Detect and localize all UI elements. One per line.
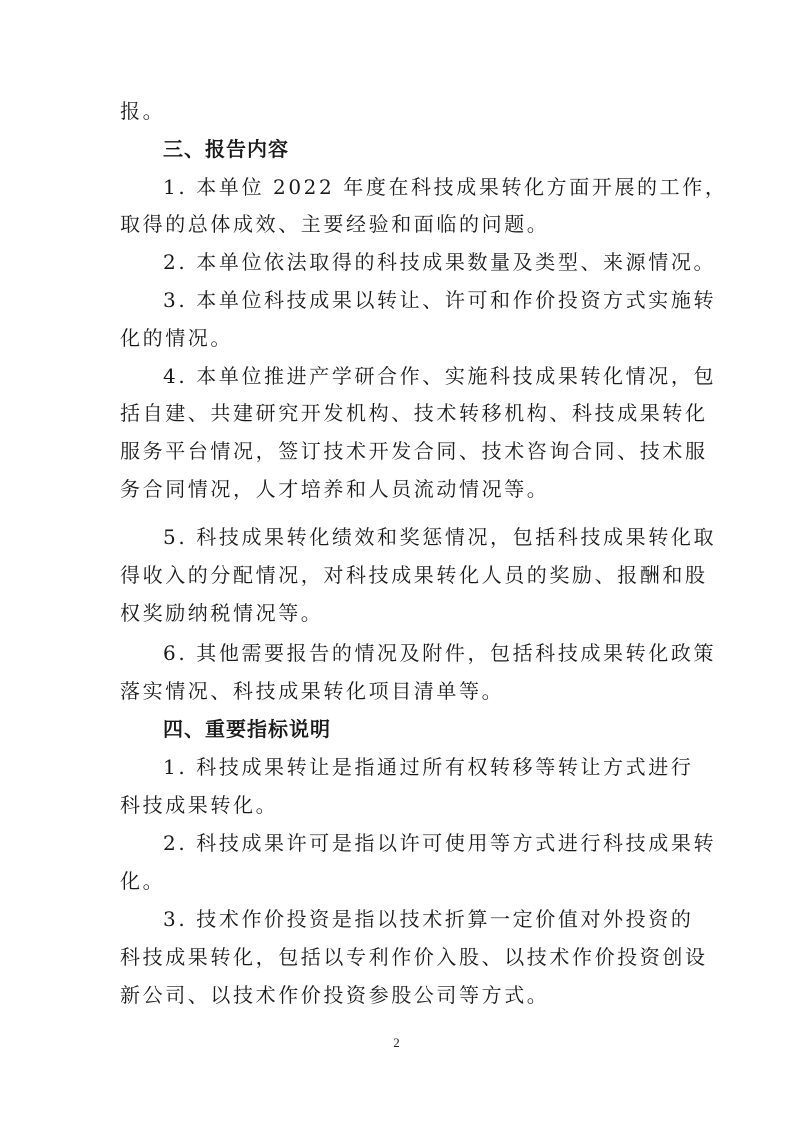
- report-item-6-line-1: 6. 其他需要报告的情况及附件，包括科技成果转化政策: [163, 641, 717, 665]
- report-item-6-line-2: 落实情况、科技成果转化项目清单等。: [120, 679, 505, 703]
- indicator-item-3-line-2: 科技成果转化，包括以专利作价入股、以技术作价投资创设: [120, 945, 708, 969]
- paragraph-continuation: 报。: [120, 99, 166, 123]
- report-item-5-line-1: 5. 科技成果转化绩效和奖惩情况，包括科技成果转化取: [163, 525, 717, 549]
- indicator-item-2-line-1: 2. 科技成果许可是指以许可使用等方式进行科技成果转: [163, 831, 717, 855]
- report-item-1-line-1: 1. 本单位 2022 年度在科技成果转化方面开展的工作，: [163, 175, 728, 199]
- section-heading-key-indicators: 四、重要指标说明: [163, 717, 331, 741]
- report-item-4-line-2: 括自建、共建研究开发机构、技术转移机构、科技成果转化: [120, 401, 708, 425]
- report-item-5-line-3: 权奖励纳税情况等。: [120, 601, 324, 625]
- report-item-5-line-2: 得收入的分配情况，对科技成果转化人员的奖励、报酬和股: [120, 563, 708, 587]
- indicator-item-3-line-3: 新公司、以技术作价投资参股公司等方式。: [120, 983, 550, 1007]
- indicator-item-1-line-2: 科技成果转化。: [120, 793, 279, 817]
- report-item-4-line-4: 务合同情况，人才培养和人员流动情况等。: [120, 477, 550, 501]
- report-item-4-line-3: 服务平台情况，签订技术开发合同、技术咨询合同、技术服: [120, 439, 708, 463]
- report-item-3-line-2: 化的情况。: [120, 326, 233, 350]
- report-item-1-line-2: 取得的总体成效、主要经验和面临的问题。: [120, 212, 550, 236]
- page-number: 2: [393, 1035, 400, 1050]
- report-item-4-line-1: 4. 本单位推进产学研合作、实施科技成果转化情况，包: [163, 364, 717, 388]
- indicator-item-1-line-1: 1. 科技成果转让是指通过所有权转移等转让方式进行: [163, 755, 694, 779]
- section-heading-report-content: 三、报告内容: [163, 137, 289, 161]
- report-item-3-line-1: 3. 本单位科技成果以转让、许可和作价投资方式实施转: [163, 288, 717, 312]
- report-item-2-line-1: 2. 本单位依法取得的科技成果数量及类型、来源情况。: [163, 250, 717, 274]
- indicator-item-3-line-1: 3. 技术作价投资是指以技术折算一定价值对外投资的: [163, 907, 694, 931]
- indicator-item-2-line-2: 化。: [120, 869, 166, 893]
